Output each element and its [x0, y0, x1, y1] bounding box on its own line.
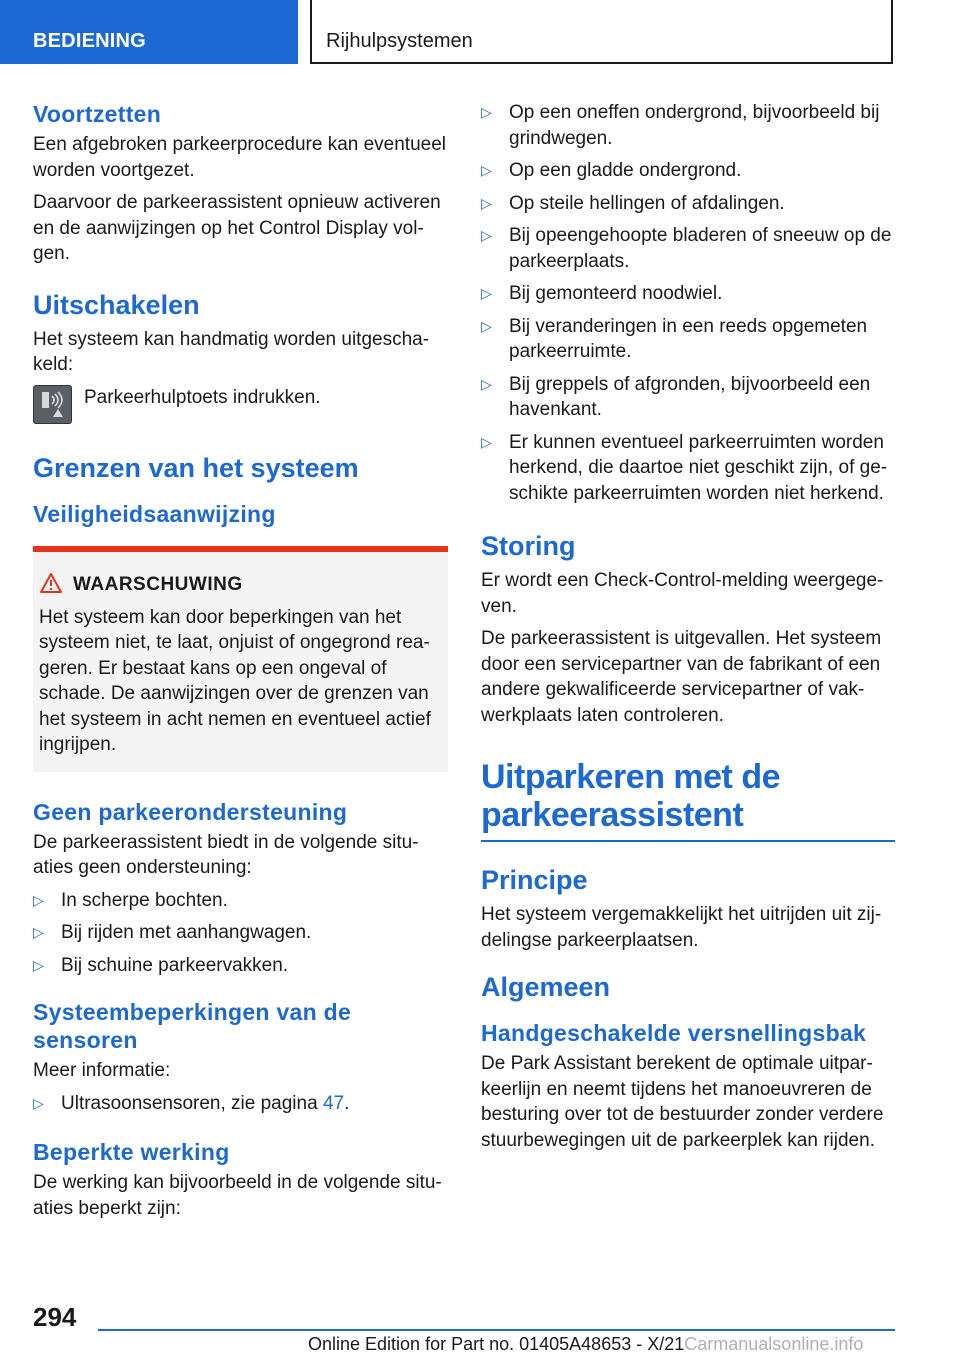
- paragraph: De werking kan bijvoorbeeld in de volgende situaties beperkt zijn:: [33, 1172, 442, 1219]
- heading-principe: Principe: [481, 865, 588, 895]
- bullet-icon: ▷: [481, 104, 492, 120]
- heading-grenzen: Grenzen van het systeem: [33, 452, 359, 483]
- paragraph: Het systeem vergemakkelijkt het uitrijden uit zijdelingse parkeerplaatsen.: [481, 904, 882, 951]
- warning-text: Het systeem kan door beperkingen van het systeem niet, te laat, onjuist of ongegrond reageren. Er bestaat kans op een ongeval of schade. De aanwijzingen over de grenzen van het systeem in acht nemen en eventueel actief ingrijpen.: [39, 606, 431, 755]
- bullet-icon: ▷: [481, 375, 492, 392]
- list-item: ▷ Bij opeengehoopte bladeren of sneeuw op de parkeerplaats.: [481, 225, 892, 272]
- paragraph: Er wordt een Check-Control-melding weergegeven.: [481, 570, 884, 617]
- bullet-icon: ▷: [33, 924, 44, 940]
- heading-handgeschakeld: Handgeschakelde versnellingsbak: [481, 1020, 867, 1046]
- action-row: [33, 385, 448, 424]
- park-assist-button-icon: [33, 385, 72, 424]
- paragraph: De parkeerassistent biedt in de volgende situaties geen ondersteuning:: [33, 831, 419, 878]
- list-item: ▷ Er kunnen eventueel parkeerruimten worden herkend, die daartoe niet geschikt zijn, of geschikte parkeerruimten worden niet herkend.: [481, 431, 888, 504]
- bullet-icon: ▷: [33, 956, 44, 973]
- section-tab: [0, 0, 298, 64]
- heading-geen: Geen parkeerondersteuning: [33, 798, 348, 825]
- list-item: ▷ Op een gladde ondergrond.: [481, 158, 895, 184]
- action-text: Parkeerhulptoets indrukken.: [84, 386, 321, 408]
- bullet-icon: ▷: [481, 227, 492, 243]
- list-item: ▷ Ultrasoonsensoren, zie pagina 47.: [33, 1091, 448, 1117]
- bullet-icon: ▷: [481, 317, 492, 334]
- paragraph: De parkeerassistent is uitgevallen. Het systeem door een servicepartner van de fabrikant of een andere gekwalificeerde servicepartner of vakwerkplaats laten controleren.: [481, 628, 882, 726]
- list-item: ▷ Bij gemonteerd noodwiel.: [481, 281, 895, 307]
- footer-rule: [98, 1329, 895, 1331]
- heading-voortzetten: Voortzetten: [33, 101, 162, 127]
- warning-title: WAARSCHUWING: [73, 574, 243, 595]
- list-item: ▷ Bij veranderingen in een reeds opgemeten parkeerruimte.: [481, 315, 868, 362]
- heading-algemeen: Algemeen: [481, 972, 611, 1002]
- list-item: ▷ Bij greppels of afgronden, bijvoorbeeld een havenkant.: [481, 373, 871, 420]
- paragraph: Meer informatie:: [33, 1060, 171, 1081]
- list-item: ▷ Op steile hellingen of afdalingen.: [481, 191, 895, 217]
- page-number: 294: [33, 1302, 77, 1332]
- list-item: ▷ Bij schuine parkeervakken.: [33, 953, 448, 979]
- bullet-list: [33, 1091, 448, 1117]
- bullet-icon: ▷: [33, 891, 44, 908]
- bullet-icon: ▷: [481, 433, 492, 450]
- paragraph: Een afgebroken parkeerprocedure kan eventueel worden voortgezet.: [33, 134, 447, 181]
- heading-sensoren: Systeembeperkingen van de sensoren: [33, 999, 352, 1053]
- watermark: Carmanualsonline.info: [684, 1334, 864, 1354]
- bullet-list: [33, 888, 448, 979]
- list-item: ▷ Bij rijden met aanhangwagen.: [33, 920, 448, 946]
- paragraph: Daarvoor de parkeerassistent opnieuw activeren en de aanwijzingen op het Control Display volgen.: [33, 192, 441, 264]
- paragraph: De Park Assistant berekent de optimale uitparkeerlijn en neemt tijdens het manoeuvreren de besturing over tot de bestuurder zonder verdere stuurbewegingen uit de parkeerplek kan rijden.: [481, 1053, 884, 1151]
- warning-triangle-icon: [39, 572, 63, 599]
- paragraph: Het systeem kan handmatig worden uitgeschakeld:: [33, 328, 430, 375]
- chapter-tab: [310, 0, 893, 64]
- heading-storing: Storing: [481, 531, 576, 561]
- bullet-icon: ▷: [481, 285, 492, 301]
- list-item: ▷ In scherpe bochten.: [33, 888, 448, 914]
- heading-veiligheid: Veiligheidsaanwijzing: [33, 500, 276, 527]
- bullet-icon: ▷: [33, 1094, 44, 1111]
- bullet-list: [481, 100, 895, 506]
- page-link[interactable]: 47: [322, 1092, 345, 1114]
- edition-text: Online Edition for Part no. 01405A48653 - X/21: [308, 1334, 685, 1354]
- section-rule: [481, 840, 895, 842]
- warning-header: [39, 572, 440, 599]
- bullet-icon: ▷: [481, 162, 492, 178]
- heading-beperkte: Beperkte werking: [33, 1139, 230, 1165]
- list-item: ▷ Op een oneffen ondergrond, bijvoorbeeld bij grindwegen.: [481, 102, 880, 149]
- section-title: BEDIENING: [33, 30, 146, 52]
- footer: [308, 1334, 863, 1355]
- bullet-icon: ▷: [481, 194, 492, 211]
- right-column: [481, 100, 895, 1160]
- heading-uitparkeren: Uitparkeren met de parkeerassistent: [481, 758, 780, 834]
- warning-box: [33, 546, 448, 772]
- heading-uitschakelen: Uitschakelen: [33, 289, 200, 320]
- left-column: [33, 100, 448, 1228]
- chapter-title: Rijhulpsystemen: [326, 30, 473, 52]
